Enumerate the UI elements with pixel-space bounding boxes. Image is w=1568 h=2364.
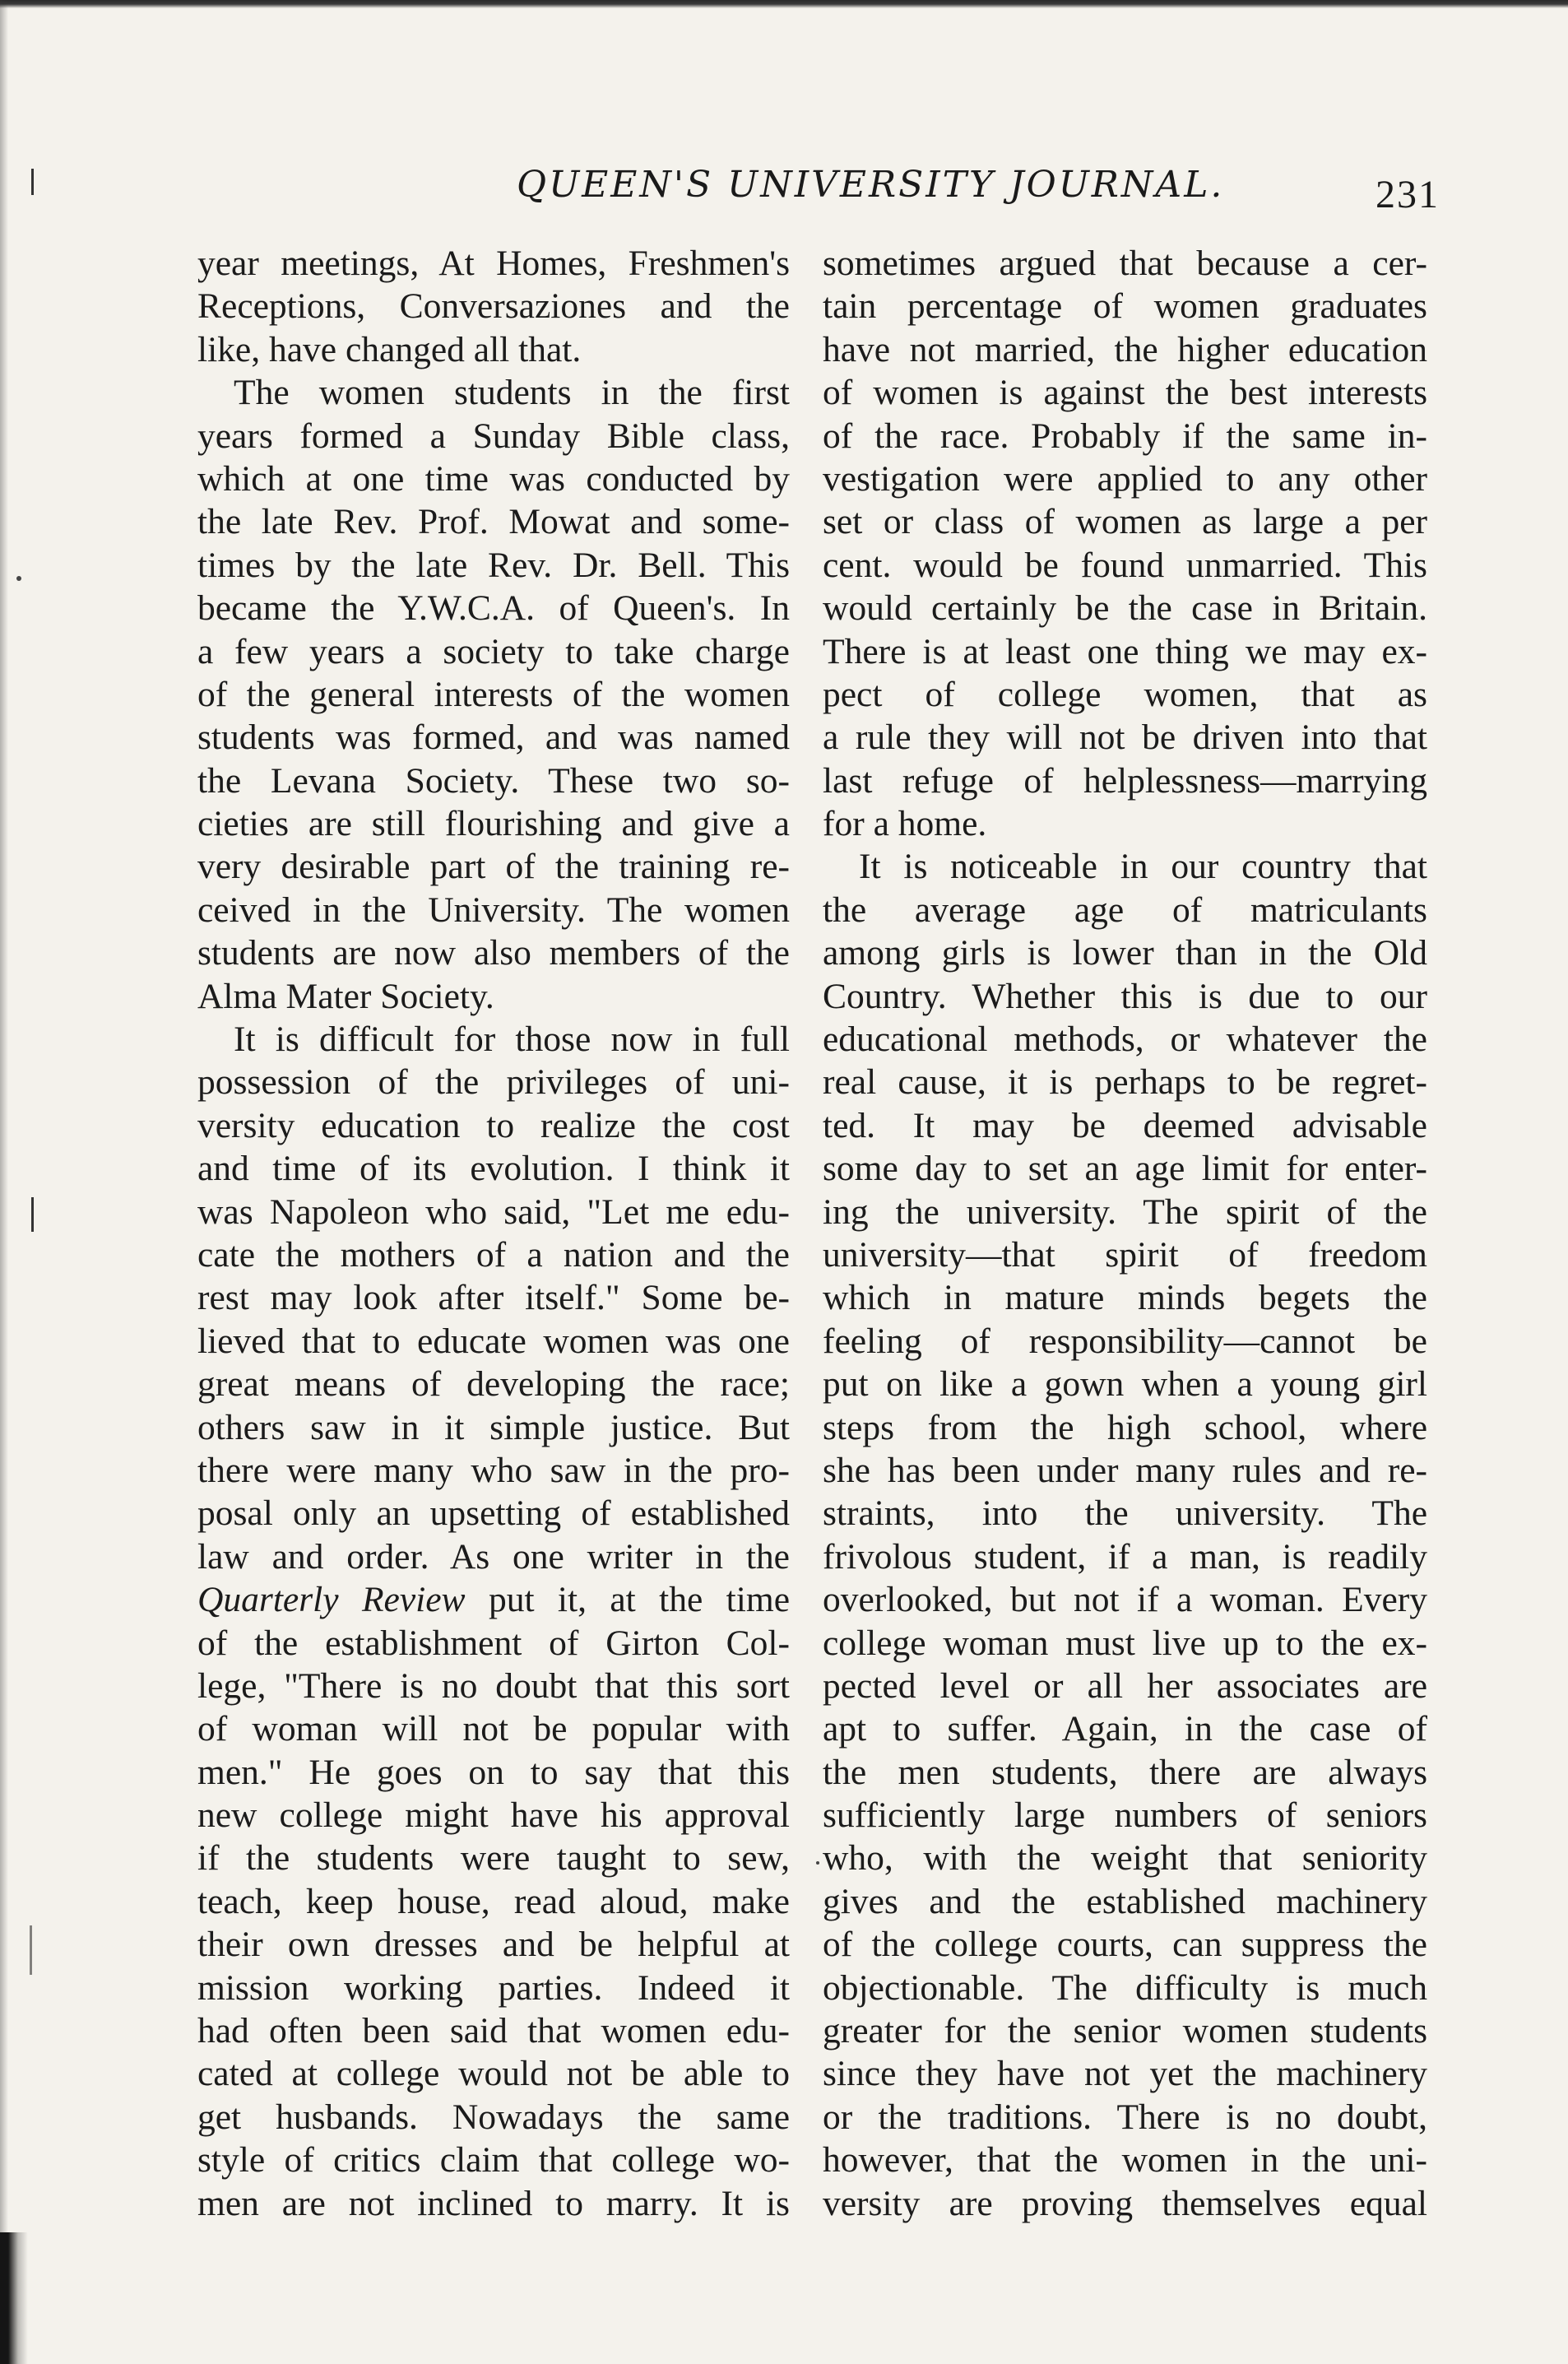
text-line: cate the mothers of a nation and the — [197, 1234, 790, 1275]
text-line: years formed a Sunday Bible class, — [197, 416, 790, 456]
text-line: posal only an upsetting of established — [197, 1493, 790, 1534]
text-line: have not married, the higher education — [823, 329, 1427, 369]
text-line: tain percentage of women graduates — [823, 286, 1427, 327]
text-line: she has been under many rules and re- — [823, 1450, 1427, 1490]
text-line: among girls is lower than in the Old — [823, 933, 1427, 973]
text-line: put on like a gown when a young girl — [823, 1364, 1427, 1405]
text-line: university—that spirit of freedom — [823, 1234, 1427, 1275]
text-line: vestigation were applied to any other — [823, 458, 1427, 499]
text-line: who, with the weight that seniority — [823, 1838, 1427, 1879]
text-line: set or class of women as large a per — [823, 502, 1427, 542]
text-line: There is at least one thing we may ex- — [823, 631, 1427, 671]
text-line: became the Y.W.C.A. of Queen's. In — [197, 588, 790, 629]
text-line: new college might have his approval — [197, 1795, 790, 1836]
text-line: of the establishment of Girton Col- — [197, 1623, 790, 1663]
binding-edge-mark — [0, 2232, 28, 2364]
text-line: if the students were taught to sew, — [197, 1838, 790, 1879]
text-line: a few years a society to take charge — [197, 631, 790, 671]
text-line: feeling of responsibility—cannot be — [823, 1321, 1427, 1361]
text-line: students was formed, and was named — [197, 718, 790, 758]
text-line: a rule they will not be driven into that — [823, 718, 1427, 758]
text-line: teach, keep house, read aloud, make — [197, 1881, 790, 1921]
text-line: cated at college would not be able to — [197, 2054, 790, 2094]
text-line: educational methods, or whatever the — [823, 1019, 1427, 1060]
text-line: lege, "There is no doubt that this sort — [197, 1665, 790, 1706]
text-line: last refuge of helplessness—marrying — [823, 760, 1427, 801]
italic-title-quarterly-review: Quarterly Review — [197, 1580, 466, 1620]
text-line: lieved that to educate women was one — [197, 1321, 790, 1361]
text-line: some day to set an age limit for enter- — [823, 1149, 1427, 1189]
text-line: was Napoleon who said, "Let me edu- — [197, 1191, 790, 1232]
margin-tick-mark — [31, 1197, 34, 1232]
page-number: 231 — [1375, 173, 1440, 216]
text-line: ing the university. The spirit of the — [823, 1191, 1427, 1232]
text-line: objectionable. The difficulty is much — [823, 1967, 1427, 2008]
text-line-with-italic — [197, 1578, 790, 1621]
text-line: frivolous student, if a man, is readily — [823, 1536, 1427, 1577]
text-line: versity education to realize the cost — [197, 1105, 790, 1145]
text-line: sometimes argued that because a cer- — [823, 244, 1427, 283]
text-line: college woman must live up to the ex- — [823, 1623, 1427, 1663]
text-line: great means of developing the race; — [197, 1364, 790, 1405]
text-line: very desirable part of the training re- — [197, 847, 790, 887]
text-line: It is noticeable in our country that — [859, 847, 1427, 887]
left-column — [197, 242, 790, 2225]
text-line: the men students, there are always — [823, 1752, 1427, 1792]
text-line: pected level or all her associates are — [823, 1665, 1427, 1706]
text-line: or the traditions. There is no doubt, — [823, 2097, 1427, 2137]
text-line: greater for the senior women students — [823, 2011, 1427, 2051]
text-line: their own dresses and be helpful at — [197, 1925, 790, 1965]
text-line: however, that the women in the uni- — [823, 2140, 1427, 2181]
text-line: the Levana Society. These two so- — [197, 760, 790, 801]
text-line: cieties are still flourishing and give a — [197, 804, 790, 844]
text-line: the late Rev. Prof. Mowat and some- — [197, 502, 790, 542]
text-line: which in mature minds begets the — [823, 1278, 1427, 1318]
text-line: of the general interests of the women — [197, 674, 790, 714]
text-line: there were many who saw in the pro- — [197, 1450, 790, 1490]
text-line: The women students in the first — [234, 373, 790, 413]
text-line: the average age of matriculants — [823, 889, 1427, 930]
text-line: men are not inclined to marry. It is — [197, 2183, 790, 2223]
text-line: of woman will not be popular with — [197, 1709, 790, 1749]
text-line: ted. It may be deemed advisable — [823, 1105, 1427, 1145]
text-line: of the race. Probably if the same in- — [823, 416, 1427, 456]
text-line: men." He goes on to say that this — [197, 1752, 790, 1792]
text-line: straints, into the university. The — [823, 1493, 1427, 1534]
text-line: which at one time was conducted by — [197, 458, 790, 499]
margin-tick-mark — [30, 1925, 32, 1975]
text-line-remainder: put it, at the time — [465, 1580, 790, 1620]
margin-tick-mark — [31, 169, 34, 195]
text-line: sufficiently large numbers of seniors — [823, 1795, 1427, 1836]
text-line: of the college courts, can suppress the — [823, 1925, 1427, 1965]
text-line: It is difficult for those now in full — [234, 1019, 790, 1060]
text-line: Alma Mater Society. — [197, 976, 494, 1016]
text-line: like, have changed all that. — [197, 329, 582, 369]
text-line: ceived in the University. The women — [197, 889, 790, 930]
text-line: mission working parties. Indeed it — [197, 1967, 790, 2008]
text-line: steps from the high school, where — [823, 1407, 1427, 1447]
text-line: style of critics claim that college wo- — [197, 2140, 790, 2181]
text-line: for a home. — [823, 804, 987, 844]
stray-ink-dot — [16, 576, 21, 581]
text-line: rest may look after itself." Some be- — [197, 1278, 790, 1318]
text-line: get husbands. Nowadays the same — [197, 2097, 790, 2137]
page-top-edge — [0, 0, 1568, 8]
text-line: had often been said that women edu- — [197, 2011, 790, 2051]
text-line: law and order. As one writer in the — [197, 1536, 790, 1577]
text-line: versity are proving themselves equal — [823, 2183, 1427, 2223]
text-line: apt to suffer. Again, in the case of — [823, 1709, 1427, 1749]
text-line: others saw in it simple justice. But — [197, 1407, 790, 1447]
text-line: pect of college women, that as — [823, 674, 1427, 714]
text-line: students are now also members of the — [197, 933, 790, 973]
text-line: gives and the established machinery — [823, 1881, 1427, 1921]
running-header — [461, 160, 1440, 218]
text-line: year meetings, At Homes, Freshmen's — [197, 244, 790, 283]
text-line: would certainly be the case in Britain. — [823, 588, 1427, 629]
journal-title: QUEEN'S UNIVERSITY JOURNAL. — [517, 164, 1225, 206]
text-line: real cause, it is perhaps to be regret- — [823, 1062, 1427, 1103]
text-line: times by the late Rev. Dr. Bell. This — [197, 545, 790, 585]
right-column — [823, 242, 1427, 2225]
page-left-edge-shadow — [0, 0, 8, 2364]
text-line: Receptions, Conversaziones and the — [197, 286, 790, 327]
stray-ink-dot — [816, 1861, 819, 1865]
text-line: since they have not yet the machinery — [823, 2054, 1427, 2094]
text-line: cent. would be found unmarried. This — [823, 545, 1427, 585]
text-line: and time of its evolution. I think it — [197, 1149, 790, 1189]
text-line: possession of the privileges of uni- — [197, 1062, 790, 1103]
text-line: of women is against the best interests — [823, 373, 1427, 413]
text-line: overlooked, but not if a woman. Every — [823, 1580, 1427, 1620]
text-line: Country. Whether this is due to our — [823, 976, 1427, 1016]
